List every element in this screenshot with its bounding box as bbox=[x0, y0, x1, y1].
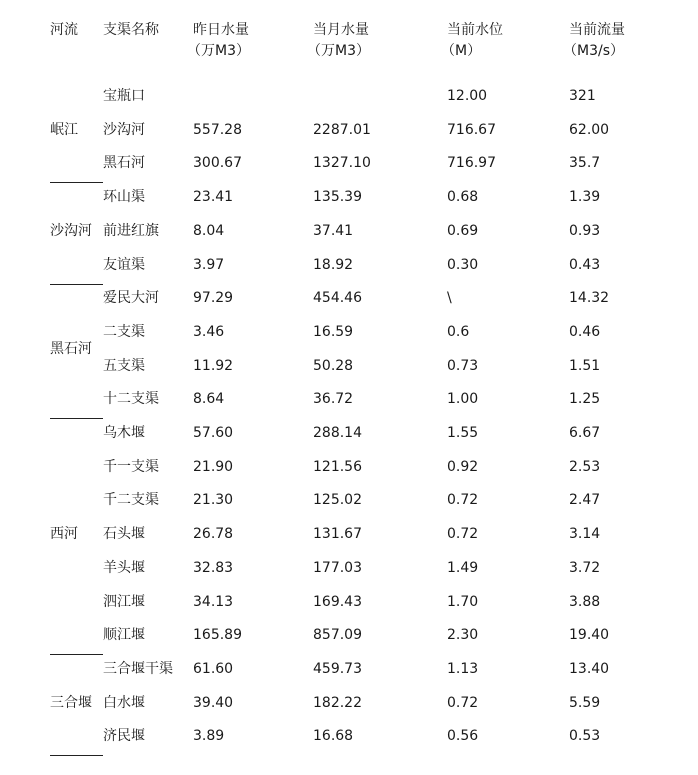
cell-flow: 0.53 bbox=[569, 728, 601, 745]
cell-branch: 前进红旗 bbox=[103, 222, 159, 239]
river-label: 黑石河 bbox=[50, 340, 92, 357]
river-label: 三合堰 bbox=[50, 694, 92, 711]
cell-flow: 5.59 bbox=[569, 694, 601, 711]
cell-month: 121.56 bbox=[313, 458, 362, 475]
cell-branch: 五支渠 bbox=[103, 357, 145, 374]
cell-branch: 顺江堰 bbox=[103, 627, 145, 644]
cell-month: 177.03 bbox=[313, 559, 362, 576]
group-divider bbox=[50, 755, 103, 756]
group-divider bbox=[50, 182, 103, 183]
cell-level: 0.72 bbox=[447, 526, 479, 543]
cell-yesterday: 557.28 bbox=[193, 121, 242, 138]
cell-month: 125.02 bbox=[313, 492, 362, 509]
cell-flow: 1.39 bbox=[569, 189, 601, 206]
cell-flow: 0.93 bbox=[569, 222, 601, 239]
cell-month: 18.92 bbox=[313, 256, 354, 273]
cell-level: 1.00 bbox=[447, 391, 479, 408]
group-divider bbox=[50, 418, 103, 419]
cell-flow: 2.53 bbox=[569, 458, 601, 475]
cell-flow: 321 bbox=[569, 88, 596, 104]
cell-month: 169.43 bbox=[313, 593, 362, 610]
cell-level: 0.6 bbox=[447, 323, 470, 340]
cell-yesterday: 165.89 bbox=[193, 627, 242, 644]
header-level bbox=[441, 20, 503, 62]
header-branch-line: 支渠名称 bbox=[103, 22, 159, 38]
cell-yesterday: 97.29 bbox=[193, 290, 234, 307]
header-flow-line: （M3/s） bbox=[563, 43, 624, 59]
cell-level: \ bbox=[447, 290, 452, 307]
cell-yesterday: 39.40 bbox=[193, 694, 234, 711]
cell-yesterday: 34.13 bbox=[193, 593, 234, 610]
cell-month: 37.41 bbox=[313, 222, 354, 239]
cell-level: 1.55 bbox=[447, 425, 479, 441]
header-yesterday-line: （万M3） bbox=[187, 43, 250, 59]
cell-level: 0.73 bbox=[447, 357, 479, 374]
cell-month: 454.46 bbox=[313, 290, 362, 307]
cell-yesterday: 8.04 bbox=[193, 222, 225, 239]
cell-flow: 14.32 bbox=[569, 290, 610, 307]
cell-flow: 0.43 bbox=[569, 256, 601, 273]
cell-flow: 2.47 bbox=[569, 492, 601, 509]
cell-flow: 1.51 bbox=[569, 357, 601, 374]
header-flow-line: 当前流量 bbox=[569, 22, 625, 38]
header-river-line: 河流 bbox=[50, 22, 78, 38]
group-divider bbox=[50, 654, 103, 655]
cell-flow: 13.40 bbox=[569, 660, 610, 677]
river-label: 岷江 bbox=[50, 121, 78, 138]
cell-flow: 35.7 bbox=[569, 155, 601, 172]
cell-month: 131.67 bbox=[313, 526, 362, 543]
cell-level: 12.00 bbox=[447, 88, 488, 104]
cell-flow: 1.25 bbox=[569, 391, 601, 408]
header-month-line: （万M3） bbox=[307, 43, 370, 59]
cell-yesterday: 3.97 bbox=[193, 256, 225, 273]
cell-month: 857.09 bbox=[313, 627, 362, 644]
cell-branch: 济民堰 bbox=[103, 728, 145, 745]
cell-month: 1327.10 bbox=[313, 155, 371, 172]
cell-level: 0.72 bbox=[447, 492, 479, 509]
cell-yesterday: 21.30 bbox=[193, 492, 234, 509]
cell-level: 0.68 bbox=[447, 189, 479, 206]
header-month bbox=[307, 20, 370, 62]
cell-level: 0.92 bbox=[447, 458, 479, 475]
cell-month: 50.28 bbox=[313, 357, 354, 374]
cell-yesterday: 57.60 bbox=[193, 425, 234, 441]
cell-flow: 62.00 bbox=[569, 121, 610, 138]
river-label: 沙沟河 bbox=[50, 222, 92, 239]
cell-branch: 沙沟河 bbox=[103, 121, 145, 138]
cell-branch: 乌木堰 bbox=[103, 425, 145, 441]
cell-flow: 3.88 bbox=[569, 593, 601, 610]
river-label: 西河 bbox=[50, 526, 78, 543]
cell-branch: 黑石河 bbox=[103, 155, 145, 172]
cell-month: 36.72 bbox=[313, 391, 354, 408]
cell-month: 459.73 bbox=[313, 660, 362, 677]
cell-month: 16.68 bbox=[313, 728, 354, 745]
cell-branch: 宝瓶口 bbox=[103, 88, 145, 104]
header-month-line: 当月水量 bbox=[313, 22, 369, 38]
group-divider bbox=[50, 284, 103, 285]
cell-month: 2287.01 bbox=[313, 121, 371, 138]
cell-level: 0.56 bbox=[447, 728, 479, 745]
cell-yesterday: 61.60 bbox=[193, 660, 234, 677]
cell-level: 1.13 bbox=[447, 660, 479, 677]
cell-flow: 6.67 bbox=[569, 425, 601, 441]
header-level-line: 当前水位 bbox=[447, 22, 503, 38]
cell-branch: 十二支渠 bbox=[103, 391, 159, 408]
cell-month: 16.59 bbox=[313, 323, 354, 340]
cell-branch: 石头堰 bbox=[103, 526, 145, 543]
cell-branch: 千二支渠 bbox=[103, 492, 159, 509]
cell-level: 716.67 bbox=[447, 121, 496, 138]
cell-yesterday: 26.78 bbox=[193, 526, 234, 543]
cell-branch: 三合堰干渠 bbox=[103, 660, 173, 677]
cell-branch: 羊头堰 bbox=[103, 559, 145, 576]
cell-yesterday: 300.67 bbox=[193, 155, 242, 172]
header-level-line: （M） bbox=[441, 43, 482, 59]
cell-yesterday: 8.64 bbox=[193, 391, 225, 408]
cell-level: 1.49 bbox=[447, 559, 479, 576]
cell-branch: 友谊渠 bbox=[103, 256, 145, 273]
cell-yesterday: 23.41 bbox=[193, 189, 234, 206]
cell-yesterday: 32.83 bbox=[193, 559, 234, 576]
cell-branch: 二支渠 bbox=[103, 323, 145, 340]
cell-flow: 19.40 bbox=[569, 627, 610, 644]
cell-flow: 0.46 bbox=[569, 323, 601, 340]
cell-branch: 千一支渠 bbox=[103, 458, 159, 475]
header-branch bbox=[103, 20, 159, 41]
cell-level: 0.69 bbox=[447, 222, 479, 239]
cell-yesterday: 11.92 bbox=[193, 357, 234, 374]
cell-branch: 环山渠 bbox=[103, 189, 145, 206]
header-yesterday bbox=[187, 20, 250, 62]
cell-month: 288.14 bbox=[313, 425, 362, 441]
cell-flow: 3.72 bbox=[569, 559, 601, 576]
cell-yesterday: 3.89 bbox=[193, 728, 225, 745]
cell-yesterday: 21.90 bbox=[193, 458, 234, 475]
cell-level: 716.97 bbox=[447, 155, 496, 172]
cell-level: 2.30 bbox=[447, 627, 479, 644]
header-river bbox=[50, 20, 78, 41]
cell-level: 0.30 bbox=[447, 256, 479, 273]
cell-month: 135.39 bbox=[313, 189, 362, 206]
cell-level: 1.70 bbox=[447, 593, 479, 610]
cell-branch: 爱民大河 bbox=[103, 290, 159, 307]
cell-branch: 泗江堰 bbox=[103, 593, 145, 610]
header-yesterday-line: 昨日水量 bbox=[193, 22, 249, 38]
cell-month: 182.22 bbox=[313, 694, 362, 711]
header-flow bbox=[563, 20, 625, 62]
cell-yesterday: 3.46 bbox=[193, 323, 225, 340]
cell-flow: 3.14 bbox=[569, 526, 601, 543]
cell-branch: 白水堰 bbox=[103, 694, 145, 711]
cell-level: 0.72 bbox=[447, 694, 479, 711]
